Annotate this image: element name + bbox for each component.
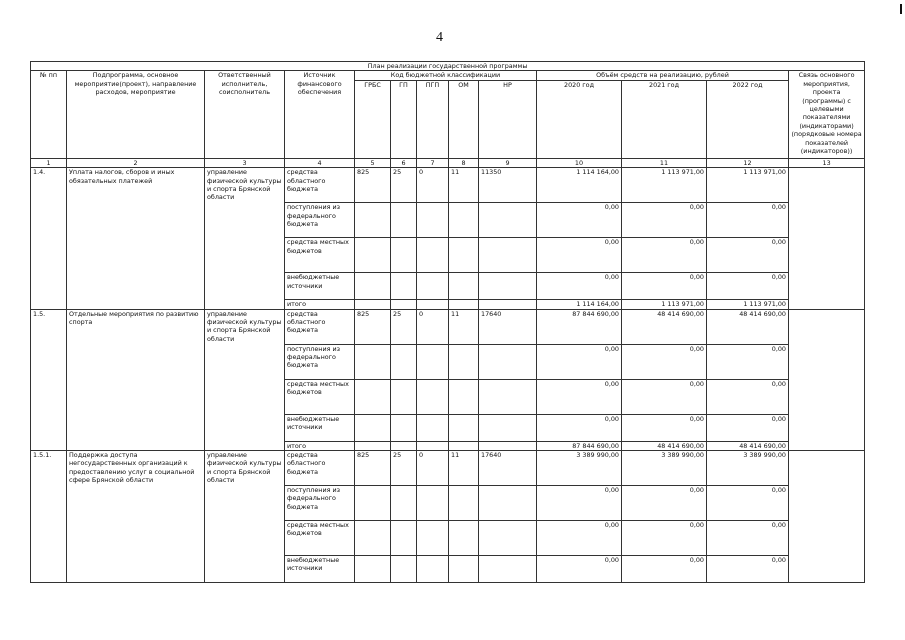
- column-number: 1: [31, 158, 67, 167]
- amount-2021: 0,00: [622, 486, 707, 521]
- header-source: Источник финансового обеспечения: [285, 71, 355, 158]
- amount-2022: 0,00: [707, 238, 789, 273]
- row-number: 1.5.: [31, 309, 67, 450]
- table-title: План реализации государственной программы: [31, 62, 865, 71]
- amount-2020: 0,00: [537, 521, 622, 556]
- amount-2021: 0,00: [622, 203, 707, 238]
- funding-source: итого: [285, 441, 355, 450]
- amount-2020: 0,00: [537, 414, 622, 441]
- kbk-gp: [391, 441, 417, 450]
- kbk-gp: [391, 486, 417, 521]
- header-no: № пп: [31, 71, 67, 158]
- header-link: Связь основного мероприятия, проекта (программы) с целевыми показателями (индикаторами) (порядковые номера показателей (индикаторов)): [789, 71, 865, 158]
- kbk-grbs: [355, 344, 391, 379]
- kbk-pgp: [417, 273, 449, 300]
- kbk-grbs: [355, 203, 391, 238]
- kbk-grbs: [355, 414, 391, 441]
- column-number: 11: [622, 158, 707, 167]
- kbk-pgp: [417, 486, 449, 521]
- funding-source: поступления из федерального бюджета: [285, 344, 355, 379]
- kbk-grbs: [355, 300, 391, 309]
- header-gp: ГП: [391, 80, 417, 158]
- kbk-nr: [479, 379, 537, 414]
- kbk-grbs: [355, 441, 391, 450]
- kbk-gp: 25: [391, 309, 417, 344]
- column-number: 12: [707, 158, 789, 167]
- amount-2021: 3 389 990,00: [622, 451, 707, 486]
- kbk-om: [449, 238, 479, 273]
- amount-2022: 1 113 971,00: [707, 168, 789, 203]
- table-body: [31, 62, 865, 583]
- kbk-pgp: [417, 203, 449, 238]
- amount-2021: 0,00: [622, 273, 707, 300]
- kbk-om: [449, 379, 479, 414]
- kbk-nr: [479, 521, 537, 556]
- kbk-om: [449, 344, 479, 379]
- amount-2020: 0,00: [537, 273, 622, 300]
- column-number: 9: [479, 158, 537, 167]
- program-plan-table: [30, 61, 865, 583]
- amount-2022: 0,00: [707, 414, 789, 441]
- amount-2021: 0,00: [622, 414, 707, 441]
- kbk-om: [449, 486, 479, 521]
- kbk-grbs: [355, 556, 391, 583]
- kbk-om: [449, 556, 479, 583]
- kbk-nr: 17640: [479, 309, 537, 344]
- amount-2020: 1 114 164,00: [537, 168, 622, 203]
- kbk-om: 11: [449, 168, 479, 203]
- amount-2020: 1 114 164,00: [537, 300, 622, 309]
- amount-2022: 48 414 690,00: [707, 441, 789, 450]
- kbk-grbs: [355, 379, 391, 414]
- kbk-nr: [479, 300, 537, 309]
- kbk-nr: [479, 414, 537, 441]
- funding-source: итого: [285, 300, 355, 309]
- kbk-nr: [479, 486, 537, 521]
- amount-2021: 1 113 971,00: [622, 168, 707, 203]
- column-number: 6: [391, 158, 417, 167]
- kbk-om: [449, 273, 479, 300]
- funding-source: средства местных бюджетов: [285, 379, 355, 414]
- kbk-pgp: [417, 521, 449, 556]
- funding-source: внебюджетные источники: [285, 273, 355, 300]
- kbk-nr: 17640: [479, 451, 537, 486]
- amount-2022: 1 113 971,00: [707, 300, 789, 309]
- kbk-om: [449, 441, 479, 450]
- kbk-grbs: 825: [355, 168, 391, 203]
- kbk-gp: [391, 379, 417, 414]
- kbk-pgp: 0: [417, 451, 449, 486]
- page-number: 4: [436, 30, 443, 45]
- kbk-nr: [479, 344, 537, 379]
- header-2020: 2020 год: [537, 80, 622, 158]
- kbk-pgp: [417, 441, 449, 450]
- funding-source: внебюджетные источники: [285, 414, 355, 441]
- kbk-pgp: [417, 238, 449, 273]
- column-number: 7: [417, 158, 449, 167]
- kbk-nr: [479, 238, 537, 273]
- header-kbk: Код бюджетной классификации: [355, 71, 537, 80]
- funding-source: средства областного бюджета: [285, 451, 355, 486]
- header-grbs: ГРБС: [355, 80, 391, 158]
- table-row: [31, 168, 865, 203]
- header-executor: Ответственный исполнитель, соисполнитель: [205, 71, 285, 158]
- column-number: 8: [449, 158, 479, 167]
- kbk-grbs: [355, 273, 391, 300]
- kbk-om: [449, 203, 479, 238]
- indicator-link: [789, 168, 865, 309]
- program-name: Отдельные мероприятия по развитию спорта: [67, 309, 205, 450]
- kbk-pgp: [417, 556, 449, 583]
- column-number: 13: [789, 158, 865, 167]
- indicator-link: [789, 451, 865, 583]
- amount-2020: 87 844 690,00: [537, 309, 622, 344]
- amount-2022: 0,00: [707, 486, 789, 521]
- kbk-pgp: [417, 300, 449, 309]
- kbk-pgp: [417, 344, 449, 379]
- amount-2020: 0,00: [537, 238, 622, 273]
- amount-2021: 1 113 971,00: [622, 300, 707, 309]
- kbk-om: [449, 300, 479, 309]
- column-number: 10: [537, 158, 622, 167]
- kbk-nr: [479, 441, 537, 450]
- amount-2020: 3 389 990,00: [537, 451, 622, 486]
- header-pgp: ПГП: [417, 80, 449, 158]
- kbk-grbs: [355, 521, 391, 556]
- amount-2022: 0,00: [707, 203, 789, 238]
- kbk-gp: [391, 273, 417, 300]
- header-2021: 2021 год: [622, 80, 707, 158]
- funding-source: средства областного бюджета: [285, 309, 355, 344]
- executor-name: управление физической культуры и спорта Брянской области: [205, 309, 285, 450]
- funding-source: средства местных бюджетов: [285, 521, 355, 556]
- kbk-nr: [479, 203, 537, 238]
- amount-2022: 0,00: [707, 344, 789, 379]
- funding-source: внебюджетные источники: [285, 556, 355, 583]
- kbk-om: 11: [449, 451, 479, 486]
- column-number: 2: [67, 158, 205, 167]
- header-volume: Объём средств на реализацию, рублей: [537, 71, 789, 80]
- amount-2020: 0,00: [537, 203, 622, 238]
- header-nr: НР: [479, 80, 537, 158]
- scan-edge-mark: [900, 4, 902, 14]
- kbk-pgp: 0: [417, 168, 449, 203]
- kbk-nr: [479, 273, 537, 300]
- funding-source: поступления из федерального бюджета: [285, 486, 355, 521]
- amount-2021: 48 414 690,00: [622, 441, 707, 450]
- kbk-pgp: 0: [417, 309, 449, 344]
- amount-2021: 0,00: [622, 379, 707, 414]
- amount-2022: 0,00: [707, 273, 789, 300]
- amount-2022: 0,00: [707, 379, 789, 414]
- amount-2020: 0,00: [537, 344, 622, 379]
- row-number: 1.5.1.: [31, 451, 67, 583]
- amount-2021: 0,00: [622, 521, 707, 556]
- column-number: 4: [285, 158, 355, 167]
- executor-name: управление физической культуры и спорта Брянской области: [205, 451, 285, 583]
- kbk-om: [449, 414, 479, 441]
- kbk-pgp: [417, 414, 449, 441]
- program-name: Поддержка доступа негосударственных организаций к предоставлению услуг в социальной сфере Брянской области: [67, 451, 205, 583]
- header-om: ОМ: [449, 80, 479, 158]
- amount-2020: 0,00: [537, 379, 622, 414]
- column-number: 3: [205, 158, 285, 167]
- table-row: [31, 451, 865, 486]
- amount-2022: 3 389 990,00: [707, 451, 789, 486]
- kbk-gp: [391, 238, 417, 273]
- kbk-gp: [391, 414, 417, 441]
- kbk-gp: [391, 344, 417, 379]
- kbk-grbs: 825: [355, 451, 391, 486]
- amount-2020: 87 844 690,00: [537, 441, 622, 450]
- kbk-gp: [391, 521, 417, 556]
- kbk-grbs: 825: [355, 309, 391, 344]
- amount-2021: 0,00: [622, 556, 707, 583]
- amount-2022: 0,00: [707, 521, 789, 556]
- column-number: 5: [355, 158, 391, 167]
- header-program: Подпрограмма, основное мероприятие(проект), направление расходов, мероприятие: [67, 71, 205, 158]
- kbk-nr: [479, 556, 537, 583]
- kbk-pgp: [417, 379, 449, 414]
- kbk-gp: 25: [391, 168, 417, 203]
- indicator-link: [789, 309, 865, 450]
- amount-2022: 0,00: [707, 556, 789, 583]
- column-numbers-row: [31, 158, 865, 167]
- funding-source: средства местных бюджетов: [285, 238, 355, 273]
- funding-source: поступления из федерального бюджета: [285, 203, 355, 238]
- funding-source: средства областного бюджета: [285, 168, 355, 203]
- amount-2022: 48 414 690,00: [707, 309, 789, 344]
- row-number: 1.4.: [31, 168, 67, 309]
- kbk-gp: [391, 203, 417, 238]
- kbk-gp: [391, 300, 417, 309]
- header-2022: 2022 год: [707, 80, 789, 158]
- kbk-grbs: [355, 486, 391, 521]
- table-row: [31, 309, 865, 344]
- kbk-gp: [391, 556, 417, 583]
- kbk-grbs: [355, 238, 391, 273]
- amount-2021: 0,00: [622, 344, 707, 379]
- kbk-om: [449, 521, 479, 556]
- amount-2020: 0,00: [537, 486, 622, 521]
- program-name: Уплата налогов, сборов и иных обязательных платежей: [67, 168, 205, 309]
- amount-2020: 0,00: [537, 556, 622, 583]
- kbk-nr: 11350: [479, 168, 537, 203]
- amount-2021: 48 414 690,00: [622, 309, 707, 344]
- kbk-om: 11: [449, 309, 479, 344]
- amount-2021: 0,00: [622, 238, 707, 273]
- kbk-gp: 25: [391, 451, 417, 486]
- executor-name: управление физической культуры и спорта Брянской области: [205, 168, 285, 309]
